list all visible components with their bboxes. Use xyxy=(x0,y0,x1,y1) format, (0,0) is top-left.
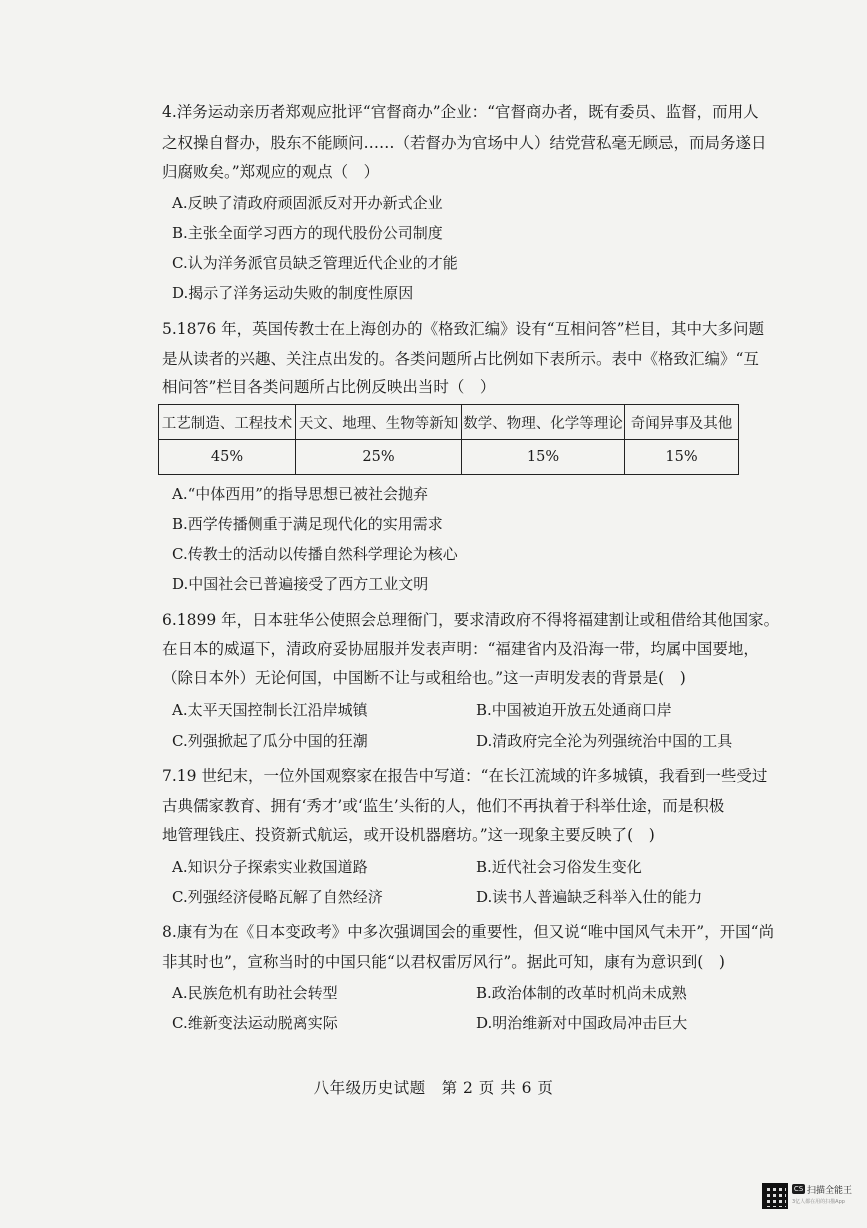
table-header-cell: 数学、物理、化学等理论 xyxy=(462,405,625,440)
question-text-line: 4.洋务运动亲历者郑观应批评“官督商办”企业：“官督商办者，既有委员、监督，而用人 xyxy=(162,103,759,121)
option-c: C.认为洋务派官员缺乏管理近代企业的才能 xyxy=(172,254,458,272)
table-header-cell: 奇闻异事及其他 xyxy=(625,405,739,440)
option-b: B.西学传播侧重于满足现代化的实用需求 xyxy=(172,515,443,533)
option-c: C.维新变法运动脱离实际 xyxy=(172,1014,338,1032)
scanner-tagline: 3亿人都在用的扫描App xyxy=(792,1199,845,1205)
option-b: B.近代社会习俗发生变化 xyxy=(476,858,642,876)
question-text-line: 在日本的威逼下，清政府妥协屈服并发表声明：“福建省内及沿海一带，均属中国要地， xyxy=(162,640,759,658)
option-c: C.列强掀起了瓜分中国的狂潮 xyxy=(172,732,368,750)
question-text-line: 6.1899 年，日本驻华公使照会总理衙门，要求清政府不得将福建割让或租借给其他国家。 xyxy=(162,611,780,629)
question-text-line: 7.19 世纪末，一位外国观察家在报告中写道：“在长江流域的许多城镇，我看到一些受过 xyxy=(162,767,768,785)
option-b: B.中国被迫开放五处通商口岸 xyxy=(476,701,672,719)
table-cell: 45% xyxy=(159,440,296,475)
option-a: A.民族危机有助社会转型 xyxy=(172,984,338,1002)
option-d: D.清政府完全沦为列强统治中国的工具 xyxy=(476,732,733,750)
question-text-line: 古典儒家教育、拥有‘秀才’或‘监生’头衔的人，他们不再执着于科举仕途，而是积极 xyxy=(162,797,725,815)
option-d: D.揭示了洋务运动失败的制度性原因 xyxy=(172,284,414,302)
question-text-line: 8.康有为在《日本变政考》中多次强调国会的重要性，但又说“唯中国风气未开”，开国“尚 xyxy=(162,923,775,941)
question-text-line: 归腐败矣。”郑观应的观点（ ） xyxy=(162,163,380,181)
option-a: A.“中体西用”的指导思想已被社会抛弃 xyxy=(172,485,428,503)
option-a: A.反映了清政府顽固派反对开办新式企业 xyxy=(172,194,443,212)
question-text-line: 是从读者的兴趣、关注点出发的。各类问题所占比例如下表所示。表中《格致汇编》“互 xyxy=(162,350,759,368)
table-row xyxy=(159,440,739,475)
option-a: A.太平天国控制长江沿岸城镇 xyxy=(172,701,368,719)
question-text-line: 相问答”栏目各类问题所占比例反映出当时（ ） xyxy=(162,378,496,396)
question-text-line: （除日本外）无论何国，中国断不让与或租给也。”这一声明发表的背景是( ) xyxy=(162,669,686,687)
question-stats-table xyxy=(158,404,739,475)
question-text-line: 之权操自督办，股东不能顾问……（若督办为官场中人）结党营私毫无顾忌，而局务遂日 xyxy=(162,134,767,152)
table-cell: 15% xyxy=(625,440,739,475)
option-c: C.列强经济侵略瓦解了自然经济 xyxy=(172,888,383,906)
option-b: B.主张全面学习西方的现代股份公司制度 xyxy=(172,224,443,242)
option-b: B.政治体制的改革时机尚未成熟 xyxy=(476,984,687,1002)
scanner-name: 扫描全能王 xyxy=(807,1186,853,1196)
question-text-line: 非其时也”，宣称当时的中国只能“以君权雷厉风行”。据此可知，康有为意识到( ) xyxy=(162,953,725,971)
table-header-cell: 天文、地理、生物等新知 xyxy=(296,405,462,440)
option-c: C.传教士的活动以传播自然科学理论为核心 xyxy=(172,545,458,563)
table-header-row xyxy=(159,405,739,440)
scanner-watermark xyxy=(792,1184,852,1212)
page-footer: 八年级历史试题 第 2 页 共 6 页 xyxy=(313,1079,554,1097)
table-cell: 25% xyxy=(296,440,462,475)
table-cell: 15% xyxy=(462,440,625,475)
question-text-line: 5.1876 年，英国传教士在上海创办的《格致汇编》设有“互相问答”栏目，其中大多问题 xyxy=(162,320,765,338)
option-d: D.中国社会已普遍接受了西方工业文明 xyxy=(172,575,429,593)
option-d: D.明治维新对中国政局冲击巨大 xyxy=(476,1014,688,1032)
table-header-cell: 工艺制造、工程技术 xyxy=(159,405,296,440)
qr-code-icon xyxy=(762,1183,788,1209)
scanner-logo-icon: CS xyxy=(793,1185,804,1193)
question-text-line: 地管理钱庄、投资新式航运，或开设机器磨坊。”这一现象主要反映了( ) xyxy=(162,826,655,844)
option-d: D.读书人普遍缺乏科举入仕的能力 xyxy=(476,888,703,906)
option-a: A.知识分子探索实业救国道路 xyxy=(172,858,368,876)
